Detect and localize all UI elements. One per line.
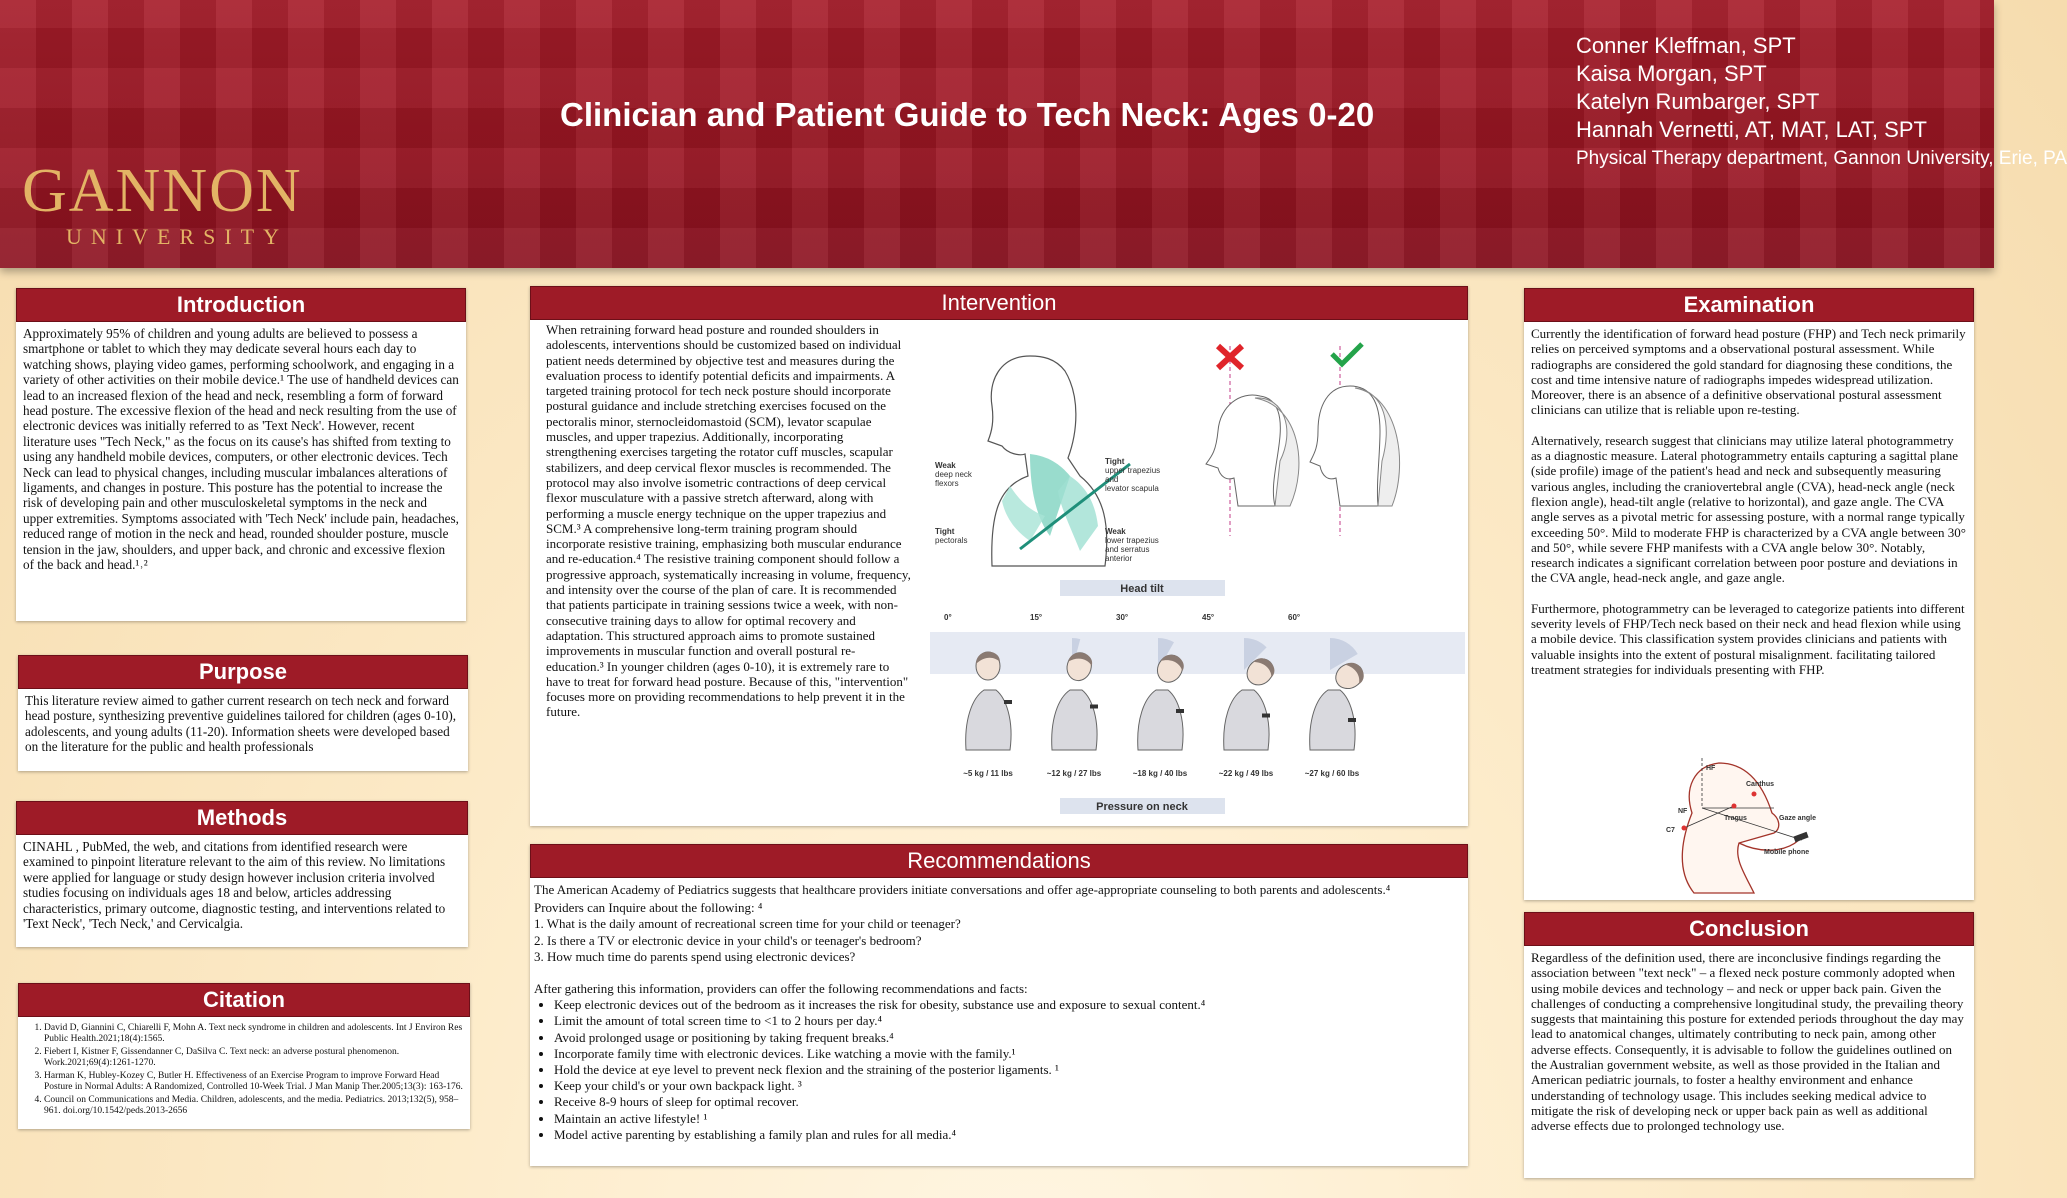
after-gathering: After gathering this information, providers can offer the following recommendations and facts: <box>534 981 1028 997</box>
question-item: 1. What is the daily amount of recreational screen time for your child or teenager? <box>534 916 961 932</box>
neck-load-label: ~5 kg / 11 lbs <box>963 769 1013 778</box>
svg-text:Gaze angle: Gaze angle <box>1779 815 1816 822</box>
svg-text:NF: NF <box>1678 808 1688 815</box>
neck-load-label: ~27 kg / 60 lbs <box>1304 769 1360 778</box>
svg-text:C7: C7 <box>1666 827 1675 834</box>
question-item: 3. How much time do parents spend using electronic devices? <box>534 948 856 964</box>
phone-shape <box>1262 714 1270 718</box>
phone-shape <box>1090 705 1098 709</box>
tilt-angle-label: 15° <box>1030 613 1043 622</box>
tip-item: • Keep electronic devices out of the bedroom as it increases the risk for obesity, substance use and exposure to sexual content.⁴ <box>554 997 1464 1013</box>
citation-list <box>18 1017 470 1125</box>
purpose-heading: Purpose <box>18 655 468 689</box>
head-tilt-chart <box>930 580 1465 820</box>
citation-item: 3. Harman K, Hubley-Kozey C, Butler H. Effectiveness of an Exercise Program to improve Forward Head Posture in Normal Adults: A Randomized, Controlled 10-Week Trial. J Man Manip Ther.2005;13(3): 163-176. <box>44 1071 464 1093</box>
conclusion-text: Regardless of the definition used, there are inconclusive findings regarding the association between "text neck" – a flexed neck posture commonly adopted when using mobile devices and technology – and neck or upper back pain. Given the challenges of conducting a comprehensive longitudinal study, the prevailing theory suggests that maintaining this posture for extended periods throughout the day may lead to anatomical changes, ultimately contributing to neck pain, among other adverse effects. Consequently, it is advisable to follow the guidelines outlined on the Australian government website, as well as those provided in the Italian and American pediatric journals, to foster a healthy environment and enhance understanding of technology usage. This includes seeking medical advice to mitigate the risk of developing neck or upper back pain as well as additional adverse effects due to prolonged technology use. <box>1531 950 1964 1134</box>
svg-text:anterior: anterior <box>1105 554 1133 563</box>
citation-item: 4. Council on Communications and Media. Children, adolescents, and the media. Pediatrics. 2013;132(5), 958–961. doi.org/10.1542/peds.2013-2656 <box>44 1095 464 1117</box>
torso-shape <box>1138 690 1183 750</box>
citation-panel <box>18 983 470 1129</box>
introduction-panel <box>16 288 466 621</box>
tilt-angle-label: 60° <box>1288 613 1301 622</box>
svg-text:levator scapula: levator scapula <box>1105 484 1159 493</box>
methods-heading: Methods <box>16 801 468 835</box>
methods-text: CINAHL , PubMed, the web, and citations from identified research were examined to pinpoint literature relevant to the aim of this review. No limitations were applied for language or study design however inclusion criteria involved studies focusing on individuals ages 18 and below, articles addressing characteristics, primary outcome, diagnostic testing, and interventions related to 'Text Neck', 'Tech Neck,' and Cervicalgia. <box>23 839 446 932</box>
citation-item: 1. David D, Giannini C, Chiarelli F, Mohn A. Text neck syndrome in children and adolescents. Int J Environ Res Public Health.2021;18(4):1565. <box>44 1023 464 1045</box>
svg-text:and: and <box>1105 475 1119 484</box>
tilt-angle-label: 0° <box>944 613 952 622</box>
author-block <box>1576 32 2067 170</box>
author-2: Kaisa Morgan, SPT <box>1576 61 1767 86</box>
weak-label-2: Weak <box>1105 527 1126 536</box>
torso-shape <box>1224 690 1269 750</box>
intervention-panel <box>530 286 1468 826</box>
head-tilt-label: Head tilt <box>1120 583 1164 595</box>
purpose-text: This literature review aimed to gather current research on tech neck and forward head posture, synthesizing preventive guidelines tailored for children (ages 0-10), adolescents, and young adults (11-20). Information sheets were developed based on the literature for the public and health professionals <box>25 693 457 755</box>
tip-item: • Avoid prolonged usage or positioning by taking frequent breaks.⁴ <box>554 1030 1464 1046</box>
introduction-heading: Introduction <box>16 288 466 322</box>
question-item: 2. Is there a TV or electronic device in your child's or teenager's bedroom? <box>534 932 922 948</box>
green-check-icon <box>1332 344 1362 364</box>
conclusion-heading: Conclusion <box>1524 912 1974 946</box>
poster-title: Clinician and Patient Guide to Tech Neck: Ages 0-20 <box>560 96 1375 133</box>
purpose-panel <box>18 655 468 771</box>
tip-item: • Hold the device at eye level to prevent neck flexion and the straining of the posterior ligaments. ¹ <box>554 1062 1464 1078</box>
intervention-heading: Intervention <box>530 286 1468 320</box>
introduction-text: Approximately 95% of children and young adults are believed to possess a smartphone or tablet to which they may dedicate several hours each day to watching shows, playing video games, performing schoolwork, and engaging in a variety of other activities on their mobile device.¹ The use of handheld devices can lead to an increased flexion of the head and neck, resembling a form of forward head posture. The excessive flexion of the head and neck resulting from the use of electronic devices was initially referred to as 'Text Neck'. However, recent literature uses "Tech Neck," as the focus on its cause's has shifted from texting to using any handheld mobile devices, computers, or other electronic devices. Tech Neck can lead to physical changes, including muscular imbalances alterations of ligaments, and changes in posture. This posture has the potential to increase the risk of developing pain and other musculoskeletal symptoms in the neck and upper extremities. Symptoms associated with 'Tech Neck' include pain, headaches, reduced range of motion in the neck and head, rounded shoulder posture, muscle tension in the jaw, shoulders, and upper back, and chronic and excessive flexion of the back and head.¹˒² <box>23 326 459 573</box>
examination-heading: Examination <box>1524 288 1974 322</box>
examination-p2: Alternatively, research suggest that clinicians may utilize lateral photogrammetry as a diagnostic measure. Lateral photogrammetry entails capturing a sagittal plane (side profile) image of the patient's head and neck and subsequently measuring various angles, including the craniovertebral angle (CVA), head-neck angle (neck flexion angle), head-tilt angle (relative to horizontal), and gaze angle. The CVA angle serves as a pivotal metric for assessing posture, with a normal range typically exceeding 50°. Mild to moderate FHP is characterized by a CVA angle between 30° and 50°, while severe FHP manifests with a CVA angle below 30°. Notably, research indicates a significant correlation between poor posture and deviations in the CVA angle, head-neck angle, and gaze angle. <box>1531 432 1966 586</box>
svg-text:HF: HF <box>1706 765 1716 772</box>
examination-panel <box>1524 288 1974 900</box>
phone-shape <box>1176 709 1184 713</box>
recommendation-tips <box>534 997 1464 1143</box>
author-1: Conner Kleffman, SPT <box>1576 33 1796 58</box>
tight-label-2: Tight <box>935 527 955 536</box>
tip-item: • Maintain an active lifestyle! ¹ <box>554 1111 1464 1127</box>
provider-questions <box>534 916 1464 965</box>
torso-shape <box>1052 690 1097 750</box>
tip-item: • Incorporate family time with electronic devices. Like watching a movie with the family.¹ <box>554 1046 1464 1062</box>
author-4: Hannah Vernetti, AT, MAT, LAT, SPT <box>1576 117 1927 142</box>
weak-label-1: Weak <box>935 461 956 470</box>
phone-shape <box>1348 718 1356 722</box>
conclusion-panel <box>1524 912 1974 1178</box>
tip-item: • Limit the amount of total screen time to <1 to 2 hours per day.⁴ <box>554 1013 1464 1029</box>
svg-text:Canthus: Canthus <box>1746 781 1774 788</box>
torso-shape <box>966 690 1011 750</box>
tip-item: • Receive 8-9 hours of sleep for optimal recover. <box>554 1094 1464 1110</box>
tilt-angle-label: 30° <box>1116 613 1129 622</box>
svg-text:deep neck: deep neck <box>935 470 972 479</box>
neck-load-label: ~12 kg / 27 lbs <box>1046 769 1102 778</box>
recommendations-heading: Recommendations <box>530 844 1468 878</box>
recommendations-panel <box>530 844 1468 1166</box>
tip-item: • Keep your child's or your own backpack light. ³ <box>554 1078 1464 1094</box>
citation-heading: Citation <box>18 983 470 1017</box>
svg-text:pectorals: pectorals <box>935 536 968 545</box>
photogrammetry-figure <box>1664 758 1844 896</box>
examination-p3: Furthermore, photogrammetry can be leveraged to categorize patients into different severity levels of FHP/Tech neck based on their neck and head flexion while using a mobile device. This classification system provides clinicians and patients with valuable insights into the extent of postural misalignment. facilitating tailored treatment strategies for individuals presenting with FHP. <box>1531 600 1965 677</box>
poster-header <box>0 0 2067 268</box>
gannon-logo: GANNON <box>22 157 303 225</box>
tilt-angle-label: 45° <box>1202 613 1215 622</box>
good-posture-head <box>1310 346 1400 536</box>
svg-text:upper trapezius: upper trapezius <box>1105 466 1161 475</box>
tight-label-1: Tight <box>1105 457 1125 466</box>
citation-item: 2. Fiebert I, Kistner F, Gissendanner C, DaSilva C. Text neck: an adverse postural phenomenon. Work.2021;69(4):1261-1270. <box>44 1047 464 1069</box>
phone-shape <box>1004 700 1012 704</box>
author-3: Katelyn Rumbarger, SPT <box>1576 89 1820 114</box>
gannon-logo-sub: UNIVERSITY <box>66 224 288 249</box>
bad-posture-head <box>1206 346 1299 536</box>
svg-text:and serratus: and serratus <box>1105 545 1150 554</box>
providers-inquire: Providers can Inquire about the following: ⁴ <box>534 900 763 916</box>
neck-load-label: ~22 kg / 49 lbs <box>1218 769 1274 778</box>
tip-item: • Model active parenting by establishing a family plan and rules for all media.⁴ <box>554 1127 1464 1143</box>
svg-text:Mobile phone: Mobile phone <box>1764 849 1810 856</box>
svg-text:lower trapezius: lower trapezius <box>1105 536 1159 545</box>
examination-p1: Currently the identification of forward head posture (FHP) and Tech neck primarily relies on perceived symptoms and a observational postural assessment. While radiographs are considered the gold standard for diagnosing these conditions, the cost and time intensive nature of radiographs impedes widespread utilization. Moreover, there is an absence of a definitive observational postural assessment clinicians can utilize that is reliable upon re-testing. <box>1531 326 1966 418</box>
affiliation: Physical Therapy department, Gannon University, Erie, PA <box>1576 148 2067 169</box>
svg-text:flexors: flexors <box>935 479 959 488</box>
posture-muscle-figure <box>930 336 1470 586</box>
neck-load-label: ~18 kg / 40 lbs <box>1132 769 1188 778</box>
methods-panel <box>16 801 468 947</box>
pressure-label: Pressure on neck <box>1096 801 1188 813</box>
intervention-text: When retraining forward head posture and rounded shoulders in adolescents, interventions should be customized based on individual patient needs determined by objective test and measures during the evaluation process to identify potential deficits and impairments. A targeted training protocol for tech neck posture should incorporate postural guidance and include stretching exercises focused on the pectoralis minor, sternocleidomastoid (SCM), levator scapulae muscles, and upper trapezius. Additionally, incorporating strengthening exercises targeting the rotator cuff muscles, scapular stabilizers, and deep cervical flexor muscles is recommended. The protocol may also involve isometric contractions of deep cervical flexor musculature with a passive stretch afterward, along with performing a muscle energy technique on the upper trapezius and SCM.³ A comprehensive long-term training program should incorporate resistive training, emphasizing both muscular endurance and re-education.⁴ The resistive training component should follow a progressive approach, systematically increasing in volume, frequency, and intensity over the course of the plan of care. It is recommended that patients participate in training sessions twice a week, with non-consecutive training days to allow for optimal recovery and adaptation. This structured approach aims to promote sustained improvements in muscular function and overall postural re-education.³ In younger children (ages 0-10), it is extremely rare to have to treat for forward head posture. Because of this, "intervention" focuses more on providing recommendations to help prevent it in the future. <box>546 322 911 720</box>
svg-text:Tragus: Tragus <box>1724 815 1747 822</box>
recommendations-intro: The American Academy of Pediatrics suggests that healthcare providers initiate conversations and offer age-appropriate counseling to both parents and adolescents.⁴ <box>534 882 1391 897</box>
